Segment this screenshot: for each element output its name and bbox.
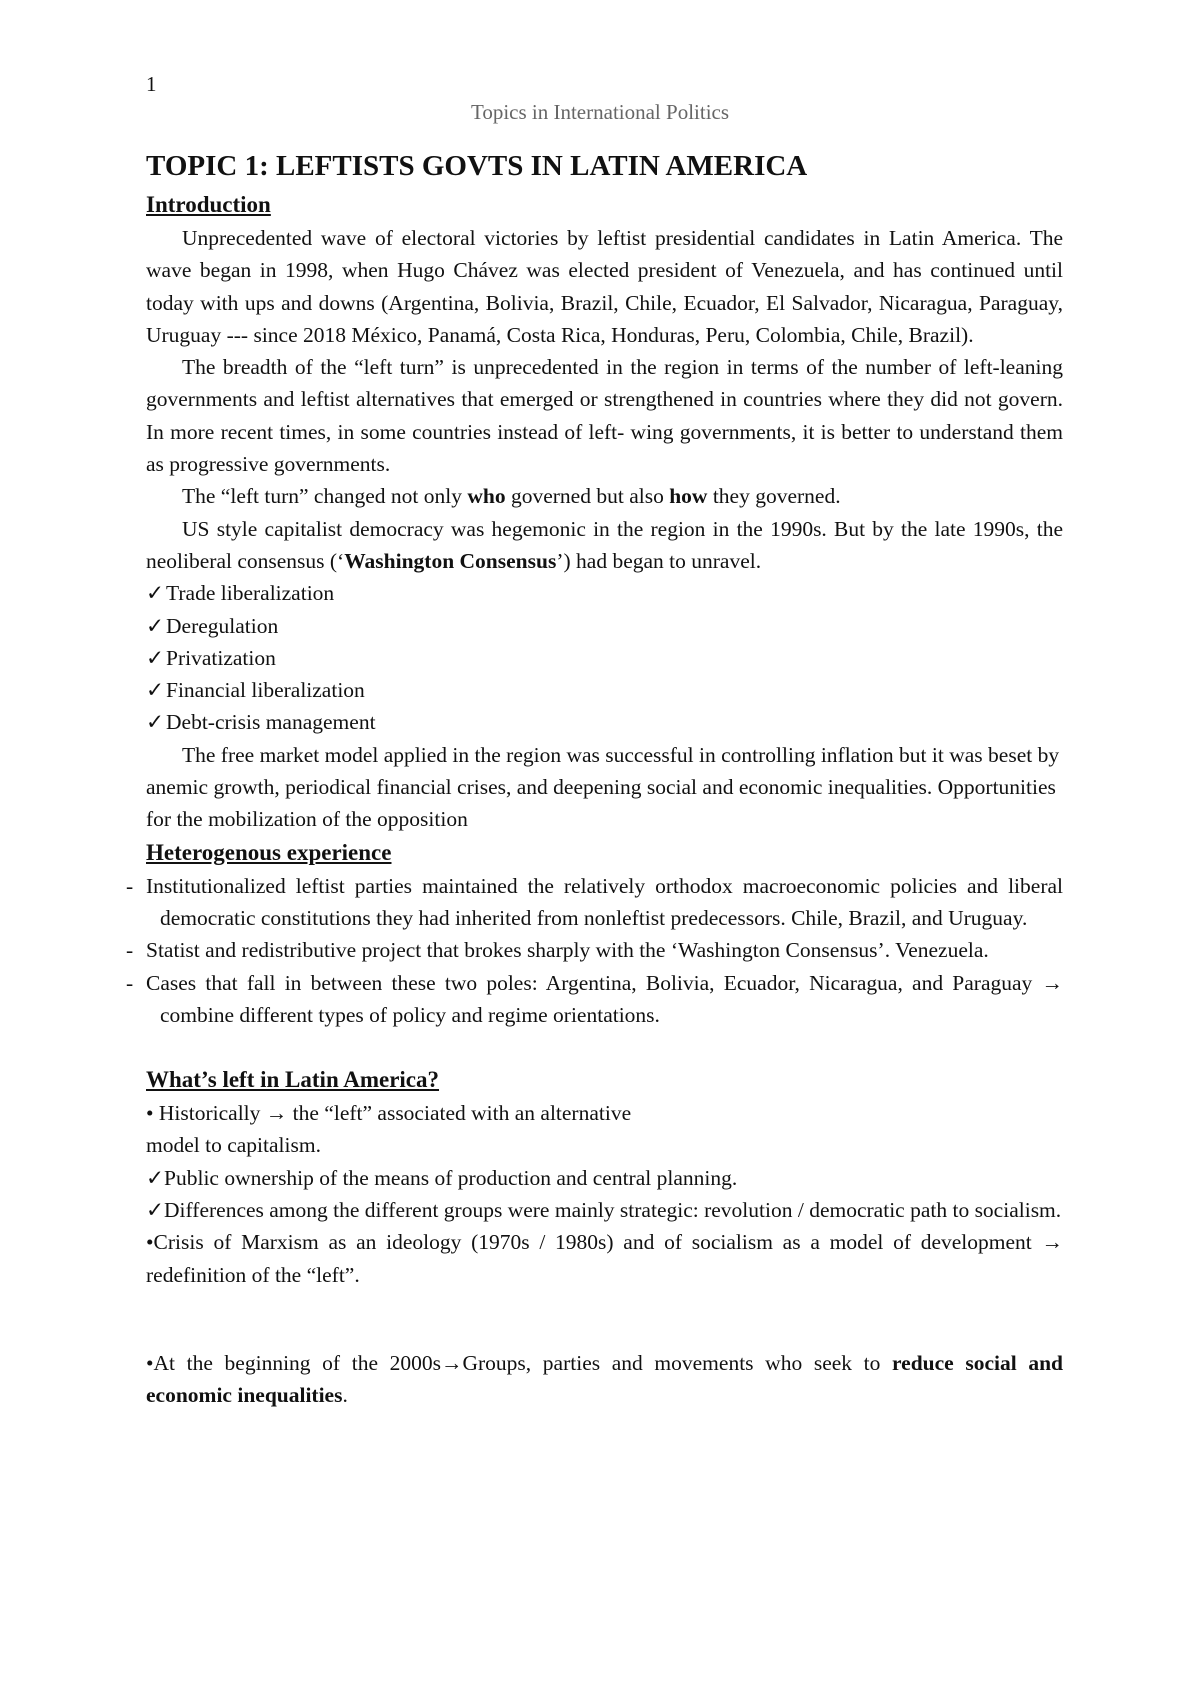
- intro-paragraph-2: The breadth of the “left turn” is unprecedented in the region in terms of the number of left-leaning governments and leftist alternatives that emerged or strengthened in countries where they did not govern. In more recent times, in some countries instead of left- wing governments, it is better to understand them as progressive governments.: [146, 355, 1063, 477]
- checklist-item-label: Debt-crisis management: [166, 710, 376, 735]
- intro-paragraph-1: Unprecedented wave of electoral victories by leftist presidential candidates in Latin America. The wave began in 1998, when Hugo Chávez was elected president of Venezuela, and has continued until today with ups and downs (Argentina, Bolivia, Brazil, Chile, Ecuador, El Salvador, Nicaragua, Paraguay, Uruguay --- since 2018 México, Panamá, Costa Rica, Honduras, Peru, Colombia, Chile, Brazil).: [146, 226, 1063, 347]
- text-run: US style capitalist democracy was hegemonic in the region in the 1990s. But by the late 1990s, the neoliberal consensus (‘: [146, 516, 1063, 573]
- bold-who: who: [467, 484, 506, 509]
- checklist-item-label: Trade liberalization: [166, 581, 335, 606]
- dash-bullet-icon: -: [126, 970, 134, 995]
- list-item-text: Cases that fall in between these two poles: Argentina, Bolivia, Ecuador, Nicaragua, and Paraguay → combine different types of policy and regime orientations.: [146, 970, 1063, 1027]
- dash-bullet-icon: -: [126, 873, 134, 898]
- list-item-text: Institutionalized leftist parties maintained the relatively orthodox macroeconomic policies and liberal democratic constitutions they had inherited from nonleftist predecessors. Chile, Brazil, and Uruguay.: [146, 873, 1063, 930]
- checklist-item: [146, 610, 1063, 642]
- check-icon: ✓: [146, 678, 165, 703]
- beginning-2000s-item: [146, 1347, 1063, 1412]
- heterogenous-list: [126, 870, 1063, 1031]
- list-item: [126, 967, 1063, 1032]
- text-run: •At the beginning of the 2000s→Groups, parties and movements who seek to: [146, 1350, 893, 1375]
- text-run: .: [342, 1383, 348, 1408]
- check-icon: ✓: [146, 581, 165, 606]
- text-run: ’) had began to unravel.: [556, 548, 762, 573]
- strategic-differences-item: ✓Differences among the different groups were mainly strategic: revolution / democratic path to socialism.: [146, 1198, 1062, 1223]
- check-icon: ✓: [146, 613, 165, 638]
- crisis-of-marxism-item: •Crisis of Marxism as an ideology (1970s / 1980s) and of socialism as a model of development → redefinition of the “left”.: [146, 1230, 1063, 1287]
- checklist-item: [146, 642, 1063, 674]
- running-header: Topics in International Politics: [470, 100, 730, 124]
- checklist-item: [146, 706, 1063, 738]
- heterogenous-heading: Heterogenous experience: [146, 839, 392, 865]
- bold-washington-consensus: Washington Consensus: [344, 548, 557, 573]
- historically-continuation: model to capitalism.: [146, 1133, 321, 1158]
- list-item-text: Statist and redistributive project that brokes sharply with the ‘Washington Consensus’. Venezuela.: [146, 938, 989, 963]
- document-body: [126, 146, 1063, 1412]
- check-icon: ✓: [146, 710, 165, 735]
- bold-how: how: [669, 484, 708, 509]
- checklist-item-label: Financial liberalization: [166, 678, 365, 703]
- intro-paragraph-4: [146, 513, 1063, 578]
- checklist-item: [146, 577, 1063, 609]
- intro-paragraph-3: [146, 480, 1063, 512]
- list-item: [126, 870, 1063, 935]
- text-run: The “left turn” changed not only: [182, 484, 468, 509]
- public-ownership-item: ✓Public ownership of the means of production and central planning.: [146, 1165, 738, 1190]
- document-title: TOPIC 1: LEFTISTS GOVTS IN LATIN AMERICA: [146, 150, 808, 182]
- text-run: they governed.: [707, 484, 841, 509]
- consensus-checklist: [146, 577, 1063, 738]
- page-number: 1: [146, 72, 157, 96]
- historically-line: • Historically → the “left” associated with an alternative: [146, 1101, 632, 1126]
- check-icon: ✓: [146, 645, 165, 670]
- checklist-item: [146, 674, 1063, 706]
- whats-left-heading: What’s left in Latin America?: [146, 1067, 440, 1093]
- spacer: [146, 1291, 1063, 1347]
- intro-paragraph-5: The free market model applied in the region was successful in controlling inflation but it was beset by anemic growth, periodical financial crises, and deepening social and economic inequalities. Opportunities for the mobilization of the opposition: [146, 742, 1060, 832]
- introduction-heading: Introduction: [146, 192, 271, 217]
- dash-bullet-icon: -: [126, 938, 134, 963]
- bold-reduce-inequalities: reduce social and economic inequalities: [146, 1350, 1063, 1408]
- list-item: [126, 934, 1063, 966]
- checklist-item-label: Deregulation: [166, 613, 279, 638]
- text-run: governed but also: [505, 484, 670, 509]
- checklist-item-label: Privatization: [166, 645, 276, 670]
- spacer: [146, 1031, 1063, 1063]
